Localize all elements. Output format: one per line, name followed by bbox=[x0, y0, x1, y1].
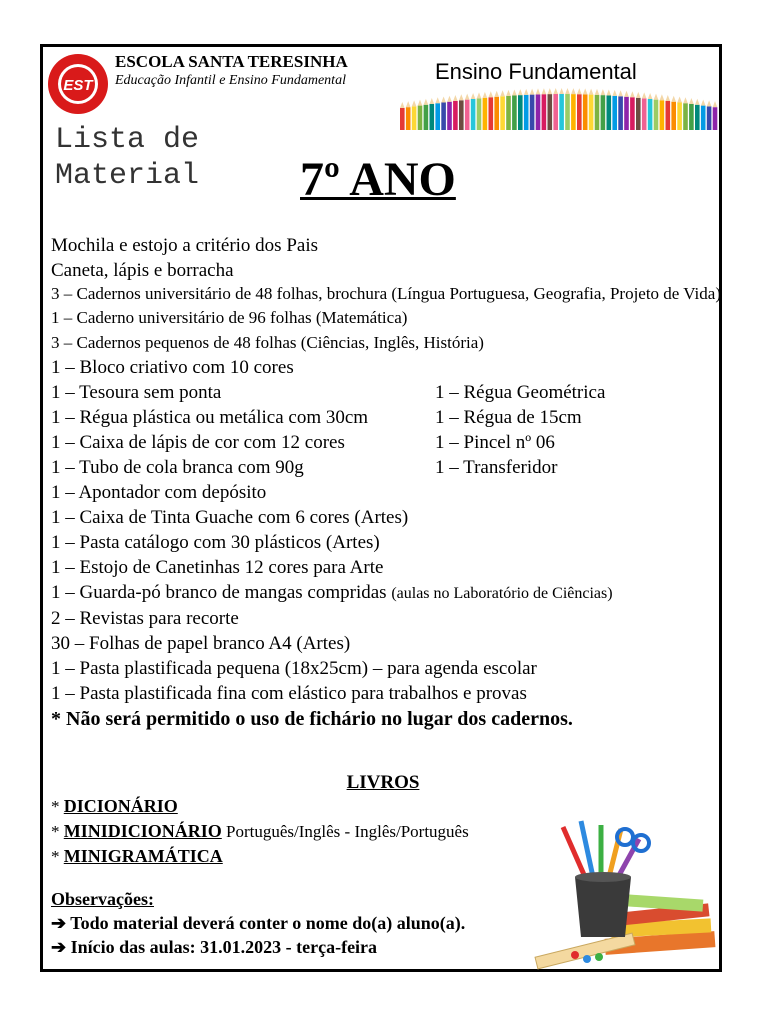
pencil-tip bbox=[695, 99, 700, 105]
list-item: 3 – Cadernos universitário de 48 folhas, brochura (Língua Portuguesa, Geografia, Projeto de Vida) bbox=[51, 284, 721, 303]
pencil-mark bbox=[559, 94, 564, 130]
pencil-mark bbox=[671, 102, 676, 130]
pencil-mark bbox=[418, 106, 423, 130]
pencil-tip bbox=[571, 88, 576, 94]
pencil-tip bbox=[465, 94, 470, 100]
list-item: 1 – Transferidor bbox=[435, 457, 558, 478]
pencil-mark bbox=[548, 94, 553, 130]
pencil-mark bbox=[471, 99, 476, 130]
pencil-mark bbox=[489, 97, 494, 130]
pencil-mark bbox=[601, 95, 606, 130]
list-heading-line2: Material bbox=[55, 159, 200, 193]
list-item: 1 – Tubo de cola branca com 90g bbox=[51, 457, 304, 478]
list-item-note: (aulas no Laboratório de Ciências) bbox=[391, 585, 613, 602]
school-logo bbox=[47, 53, 109, 115]
arrow-icon: ➔ bbox=[51, 913, 71, 933]
school-subtitle: Educação Infantil e Ensino Fundamental bbox=[115, 73, 346, 88]
list-item: 1 – Estojo de Canetinhas 12 cores para Arte bbox=[51, 557, 384, 578]
grade-title: 7º ANO bbox=[300, 153, 456, 206]
observation-item bbox=[51, 935, 551, 959]
pencil-mark bbox=[500, 96, 505, 130]
list-item: 1 – Régua Geométrica bbox=[435, 382, 606, 403]
books-title: LIVROS bbox=[346, 772, 420, 793]
pencil-tip bbox=[536, 88, 541, 94]
pencil-mark bbox=[707, 106, 712, 130]
logo-text: EST bbox=[63, 77, 93, 94]
observations-section bbox=[51, 887, 551, 959]
pencil-mark bbox=[589, 95, 594, 130]
list-item: 1 – Pasta plastificada fina com elástico para trabalhos e provas bbox=[51, 683, 527, 704]
pencil-tip bbox=[642, 92, 647, 98]
pencil-mark bbox=[618, 96, 623, 130]
level-title: Ensino Fundamental bbox=[435, 59, 637, 84]
pencil-mark bbox=[430, 104, 435, 130]
pencil-tip bbox=[418, 100, 423, 106]
pencil-tip bbox=[666, 95, 671, 101]
pencil-tip bbox=[406, 101, 411, 107]
list-item: 2 – Revistas para recorte bbox=[51, 608, 239, 629]
pencil-tip bbox=[607, 89, 612, 95]
pencil-mark bbox=[453, 101, 458, 130]
list-item: 1 – Caixa de Tinta Guache com 6 cores (Artes) bbox=[51, 507, 409, 528]
bullet: * bbox=[51, 797, 64, 816]
pencil-tip bbox=[483, 92, 488, 98]
list-item: 1 – Bloco criativo com 10 cores bbox=[51, 357, 294, 378]
list-item: 30 – Folhas de papel branco A4 (Artes) bbox=[51, 633, 351, 654]
observations-title: Observações: bbox=[51, 889, 154, 909]
pencil-mark bbox=[447, 102, 452, 130]
pencil-mark bbox=[536, 94, 541, 130]
pencil-tip bbox=[713, 101, 718, 107]
pencil-mark bbox=[642, 98, 647, 130]
pencil-tip bbox=[553, 88, 558, 94]
pencil-mark bbox=[683, 103, 688, 130]
pencil-mark bbox=[483, 98, 488, 130]
pencil-mark bbox=[441, 102, 446, 130]
book-note: Português/Inglês - Inglês/Português bbox=[226, 822, 469, 841]
pencil-tip bbox=[453, 95, 458, 101]
pencil-tip bbox=[489, 91, 494, 97]
pencil-tip bbox=[671, 96, 676, 102]
pencil-tip bbox=[512, 89, 517, 95]
pencil-mark bbox=[713, 107, 718, 130]
pencil-tip bbox=[500, 90, 505, 96]
list-item: 1 – Pincel nº 06 bbox=[435, 432, 555, 453]
pencil-mark bbox=[530, 95, 535, 130]
pencil-tip bbox=[601, 89, 606, 95]
observation-text: Início das aulas: 31.01.2023 - terça-feira bbox=[70, 937, 378, 957]
pencil-tip bbox=[430, 98, 435, 104]
list-item: 1 – Régua de 15cm bbox=[435, 407, 582, 428]
list-heading bbox=[55, 122, 200, 193]
school-name: ESCOLA SANTA TERESINHA bbox=[115, 52, 348, 71]
list-item: 1 – Régua plástica ou metálica com 30cm bbox=[51, 407, 369, 428]
pencil-mark bbox=[595, 95, 600, 130]
pencil-tip bbox=[559, 88, 564, 94]
list-item: Mochila e estojo a critério dos Pais bbox=[51, 235, 318, 256]
pencil-mark bbox=[506, 96, 511, 130]
list-item: 1 – Tesoura sem ponta bbox=[51, 382, 222, 403]
pencil-mark bbox=[459, 100, 464, 130]
pencil-mark bbox=[518, 95, 523, 130]
pencil-tip bbox=[577, 88, 582, 94]
pencil-tip bbox=[636, 92, 641, 98]
bullet: * bbox=[51, 822, 64, 841]
pencil-tip bbox=[648, 93, 653, 99]
pencil-mark bbox=[577, 94, 582, 130]
pencil-tip bbox=[441, 96, 446, 102]
pencil-tip bbox=[477, 92, 482, 98]
pencil-mark bbox=[624, 97, 629, 130]
book-item bbox=[51, 794, 721, 819]
pencil-mark bbox=[648, 99, 653, 130]
pencil-mark bbox=[695, 105, 700, 130]
pencil-tip bbox=[400, 102, 405, 108]
pencil-mark bbox=[654, 100, 659, 130]
pencil-tip bbox=[630, 91, 635, 97]
arrow-icon: ➔ bbox=[51, 937, 71, 957]
list-item-pair bbox=[51, 405, 721, 430]
list-item: 1 – Apontador com depósito bbox=[51, 482, 267, 503]
material-list bbox=[51, 233, 721, 732]
pencil-tip bbox=[542, 88, 547, 94]
book-title: MINIDICIONÁRIO bbox=[63, 821, 222, 841]
pencil-mark bbox=[512, 95, 517, 130]
pencil-tip bbox=[701, 100, 706, 106]
pencil-mark bbox=[571, 94, 576, 130]
pencil-mark bbox=[400, 108, 405, 130]
book-title: MINIGRAMÁTICA bbox=[63, 846, 223, 866]
pencil-mark bbox=[477, 98, 482, 130]
pencil-tip bbox=[412, 100, 417, 106]
pencil-mark bbox=[636, 98, 641, 130]
pencil-mark bbox=[607, 95, 612, 130]
pencil-mark bbox=[424, 105, 429, 130]
pencil-tip bbox=[424, 99, 429, 105]
pencil-mark bbox=[412, 106, 417, 130]
pencil-tip bbox=[707, 100, 712, 106]
list-item: 1 – Pasta plastificada pequena (18x25cm) – para agenda escolar bbox=[51, 658, 537, 679]
list-item-pair bbox=[51, 380, 721, 405]
pencil-tip bbox=[660, 94, 665, 100]
pencil-tip bbox=[524, 89, 529, 95]
pencil-mark bbox=[583, 94, 588, 130]
pencil-tip bbox=[447, 96, 452, 102]
pencil-tip bbox=[612, 90, 617, 96]
pencil-tip bbox=[471, 93, 476, 99]
list-heading-line1: Lista de bbox=[55, 123, 200, 157]
observation-item bbox=[51, 911, 551, 935]
pencil-mark bbox=[630, 97, 635, 130]
binder-warning: * Não será permitido o uso de fichário no lugar dos cadernos. bbox=[51, 708, 573, 730]
pencil-tip bbox=[530, 89, 535, 95]
pencil-tip bbox=[435, 97, 440, 103]
pencil-mark bbox=[406, 107, 411, 130]
bullet: * bbox=[51, 847, 64, 866]
pencil-tip bbox=[624, 91, 629, 97]
school-supplies-illustration bbox=[535, 817, 720, 972]
pencil-mark bbox=[660, 100, 665, 130]
pencil-tip bbox=[494, 91, 499, 97]
list-item: 1 – Caderno universitário de 96 folhas (Matemática) bbox=[51, 308, 408, 327]
list-item: 1 – Caixa de lápis de cor com 12 cores bbox=[51, 432, 345, 453]
list-item: 3 – Cadernos pequenos de 48 folhas (Ciências, Inglês, História) bbox=[51, 333, 484, 352]
pencil-tip bbox=[589, 89, 594, 95]
pencil-tip bbox=[459, 94, 464, 100]
pencil-tip bbox=[618, 90, 623, 96]
pencil-tip bbox=[677, 96, 682, 102]
list-item: 1 – Pasta catálogo com 30 plásticos (Artes) bbox=[51, 532, 380, 553]
list-item-text: 1 – Guarda-pó branco de mangas compridas bbox=[51, 582, 387, 603]
pencil-tip bbox=[689, 98, 694, 104]
pencil-tip bbox=[683, 97, 688, 103]
list-item bbox=[51, 580, 721, 606]
pencil-tip bbox=[506, 90, 511, 96]
list-item-pair bbox=[51, 430, 721, 455]
pencil-tip bbox=[654, 94, 659, 100]
pencil-mark bbox=[524, 95, 529, 130]
pencil-mark bbox=[689, 104, 694, 130]
pencil-tip bbox=[548, 88, 553, 94]
pencil-mark bbox=[677, 102, 682, 130]
pencil-tip bbox=[518, 89, 523, 95]
pencil-mark bbox=[666, 101, 671, 130]
pencil-tip bbox=[565, 88, 570, 94]
pencil-tip bbox=[583, 88, 588, 94]
pencil-mark bbox=[542, 94, 547, 130]
pencil-mark bbox=[553, 94, 558, 130]
list-item: Caneta, lápis e borracha bbox=[51, 260, 234, 281]
colored-pencils-banner bbox=[396, 84, 721, 130]
pencil-tip bbox=[595, 89, 600, 95]
observation-text: Todo material deverá conter o nome do(a) aluno(a). bbox=[70, 913, 466, 933]
list-item-pair bbox=[51, 455, 721, 480]
pencil-mark bbox=[435, 103, 440, 130]
pencil-mark bbox=[465, 100, 470, 130]
pencil-mark bbox=[565, 94, 570, 130]
pencil-mark bbox=[494, 97, 499, 130]
pencil-mark bbox=[612, 96, 617, 130]
book-title: DICIONÁRIO bbox=[63, 796, 178, 816]
pencil-mark bbox=[701, 106, 706, 130]
